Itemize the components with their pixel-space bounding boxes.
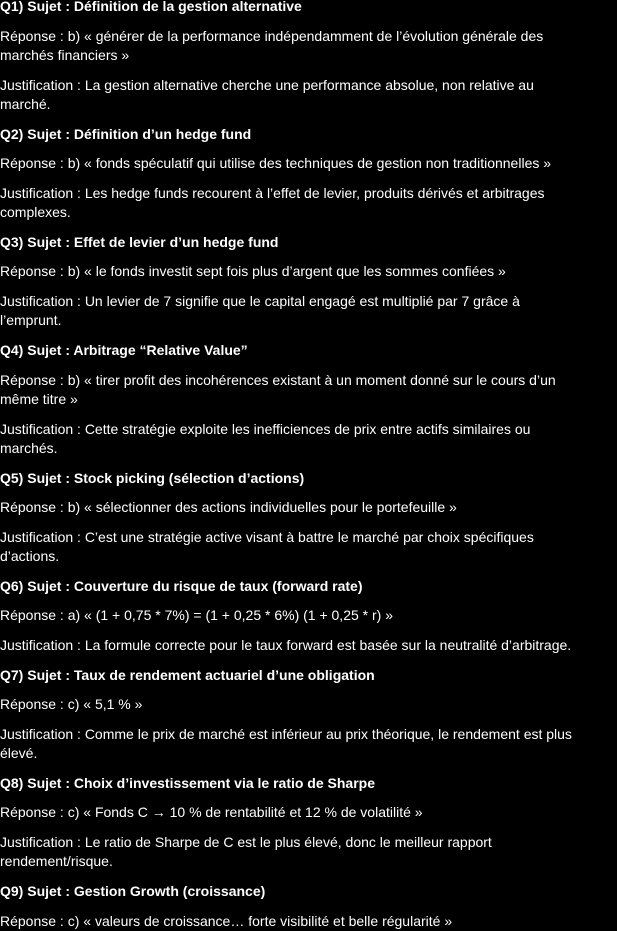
justification-line: d’actions. <box>0 548 60 565</box>
question-heading: Q1) Sujet : Définition de la gestion alternative <box>0 0 302 14</box>
question-heading: Q4) Sujet : Arbitrage “Relative Value” <box>0 342 248 358</box>
justification-line: Justification : Un levier de 7 signifie que le capital engagé est multiplié par 7 grâce à <box>0 293 520 309</box>
question-heading: Q9) Sujet : Gestion Growth (croissance) <box>0 883 266 899</box>
justification-line: marché. <box>0 96 51 112</box>
question-heading: Q8) Sujet : Choix d’investissement via le ratio de Sharpe <box>0 774 375 791</box>
justification-line: complexes. <box>0 204 71 221</box>
justification-line: rendement/risque. <box>0 853 113 870</box>
answer-line: Réponse : b) « tirer profit des incohérences existant à un moment donné sur le cours d’un <box>0 371 556 388</box>
answer-line: Réponse : c) « valeurs de croissance… forte visibilité et belle régularité » <box>0 912 453 929</box>
answer-line: Réponse : c) « 5,1 % » <box>0 696 143 713</box>
justification-line: Justification : Le ratio de Sharpe de C est le plus élevé, donc le meilleur rapport <box>0 834 492 850</box>
question-heading: Q5) Sujet : Stock picking (sélection d’actions) <box>0 469 305 486</box>
answer-line: Réponse : b) « le fonds investit sept fois plus d’argent que les sommes confiées » <box>0 263 506 280</box>
justification-line: Justification : C’est une stratégie active visant à battre le marché par choix spécifiques <box>0 528 534 545</box>
justification-line: Justification : Cette stratégie exploite les inefficiences de prix entre actifs similaires ou <box>0 420 531 437</box>
answer-line: marchés financiers » <box>0 47 130 63</box>
answer-line: même titre » <box>0 391 78 407</box>
justification-line: Justification : La gestion alternative cherche une performance absolue, non relative au <box>0 76 534 93</box>
question-heading: Q6) Sujet : Couverture du risque de taux (forward rate) <box>0 577 363 594</box>
answer-line: Réponse : b) « fonds spéculatif qui utilise des techniques de gestion non traditionnelles » <box>0 155 552 172</box>
answer-line: Réponse : b) « sélectionner des actions individuelles pour le portefeuille » <box>0 499 457 516</box>
answer-line: Réponse : c) « Fonds C → 10 % de rentabilité et 12 % de volatilité » <box>0 804 423 821</box>
justification-line: Justification : Comme le prix de marché est inférieur au prix théorique, le rendement est plus <box>0 725 572 742</box>
justification-line: l’emprunt. <box>0 312 62 329</box>
answer-line: Réponse : a) « (1 + 0,75 * 7%) = (1 + 0,25 * 6%) (1 + 0,25 * r) » <box>0 607 393 624</box>
question-heading: Q3) Sujet : Effet de levier d’un hedge fund <box>0 233 279 250</box>
justification-line: Justification : Les hedge funds recourent à l’effet de levier, produits dérivés et arbitrages <box>0 184 545 201</box>
question-heading: Q2) Sujet : Définition d’un hedge fund <box>0 125 252 142</box>
justification-line: Justification : La formule correcte pour le taux forward est basée sur la neutralité d’arbitrage. <box>0 637 572 653</box>
justification-line: élevé. <box>0 745 38 762</box>
question-heading: Q7) Sujet : Taux de rendement actuariel d’une obligation <box>0 666 375 683</box>
answer-line: Réponse : b) « générer de la performance indépendamment de l’évolution générale des <box>0 27 544 44</box>
justification-line: marchés. <box>0 440 58 456</box>
